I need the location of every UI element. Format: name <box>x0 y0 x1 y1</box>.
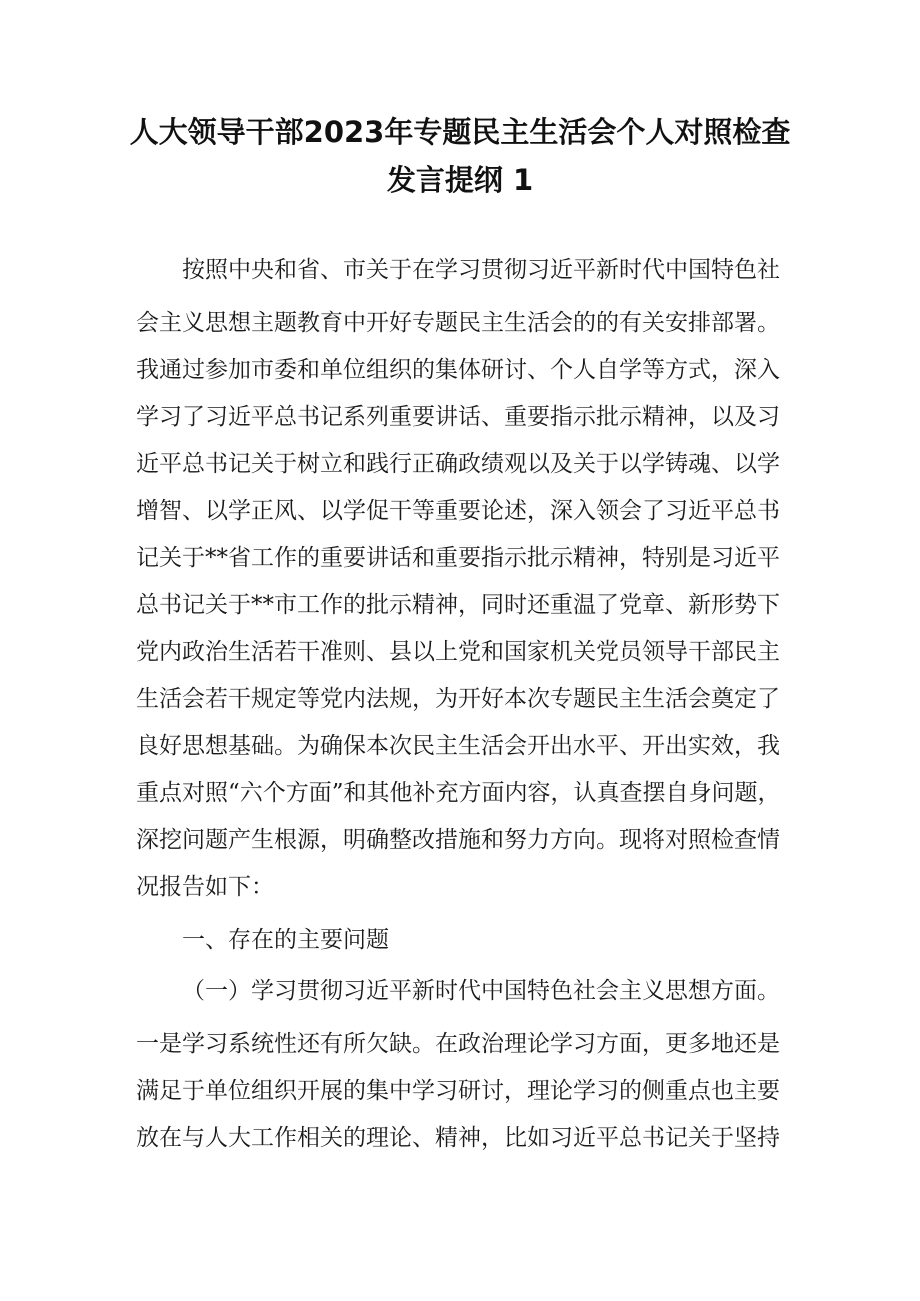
document-title-line-2: 发言提纲 1 <box>386 163 534 197</box>
paragraph-line: 学习了习近平总书记系列重要讲话、重要指示批示精神，以及习 <box>136 404 780 430</box>
paragraph-line: 深挖问题产生根源，明确整改措施和努力方向。现将对照检查情 <box>136 827 780 853</box>
paragraph-line: 我通过参加市委和单位组织的集体研讨、个人自学等方式，深入 <box>136 357 780 383</box>
paragraph-line: 按照中央和省、市关于在学习贯彻习近平新时代中国特色社 <box>182 257 780 283</box>
paragraph-line: 满足于单位组织开展的集中学习研讨，理论学习的侧重点也主要 <box>136 1078 780 1104</box>
paragraph-line: 生活会若干规定等党内法规，为开好本次专题民主生活会奠定了 <box>136 686 780 712</box>
paragraph-line: （一）学习贯彻习近平新时代中国特色社会主义思想方面。 <box>182 978 780 1004</box>
paragraph-line: 放在与人大工作相关的理论、精神，比如习近平总书记关于坚持 <box>136 1125 780 1151</box>
paragraph-line: 况报告如下： <box>136 874 274 900</box>
paragraph-line: 总书记关于**市工作的批示精神，同时还重温了党章、新形势下 <box>136 592 780 618</box>
paragraph-line: 增智、以学正风、以学促干等重要论述，深入领会了习近平总书 <box>136 498 780 524</box>
section-heading: 一、存在的主要问题 <box>182 927 389 953</box>
paragraph-line: 良好思想基础。为确保本次民主生活会开出水平、开出实效，我 <box>136 733 780 759</box>
paragraph-line: 一是学习系统性还有所欠缺。在政治理论学习方面，更多地还是 <box>136 1031 780 1057</box>
paragraph-line: 重点对照“六个方面”和其他补充方面内容，认真查摆自身问题， <box>136 780 781 806</box>
document-title-line-1: 人大领导干部2023年专题民主生活会个人对照检查 <box>129 115 791 149</box>
paragraph-line: 会主义思想主题教育中开好专题民主生活会的的有关安排部署。 <box>136 310 780 336</box>
paragraph-line: 近平总书记关于树立和践行正确政绩观以及关于以学铸魂、以学 <box>136 451 780 477</box>
paragraph-line: 记关于**省工作的重要讲话和重要指示批示精神，特别是习近平 <box>136 545 780 571</box>
paragraph-line: 党内政治生活若干准则、县以上党和国家机关党员领导干部民主 <box>136 639 780 665</box>
